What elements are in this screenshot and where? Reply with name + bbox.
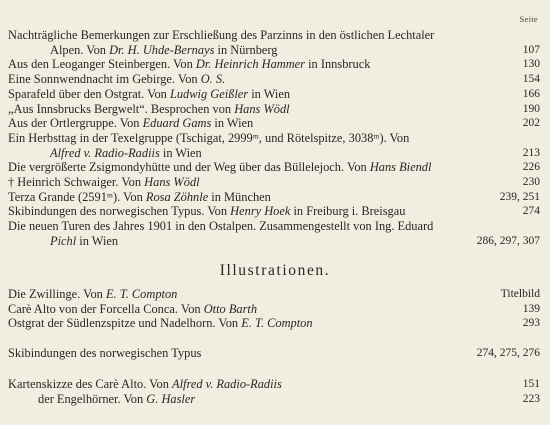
entry-page: Titelbild [500, 288, 540, 300]
entry-page: 274, 275, 276 [476, 347, 540, 359]
entry-page: 239, 251 [499, 190, 540, 203]
entry-author-line: Alfred v. Radio-Radiis in Wien [50, 145, 202, 160]
entry-page: 139 [522, 302, 540, 315]
entry-author: Henry Hoek [230, 204, 291, 219]
ditto-mark [8, 392, 38, 407]
illustrations-heading: Illustrationen. [219, 262, 331, 279]
entry-author: E. T. Compton [241, 316, 313, 331]
illustrations-list-3 [8, 377, 540, 406]
entry-author: Hans Wödl [234, 101, 290, 116]
entry-page: 166 [522, 87, 540, 100]
illustration-entry: Skibindungen des norwegischen Typus 274, 275, 276 [8, 346, 540, 360]
illustration-entry: der Engelhörner. Von G. Hasler 223 [8, 392, 540, 407]
contents-entry: Skibindungen des norwegischen Typus. Von Henry Hoek in Freiburg i. Breisgau 274 [8, 204, 540, 219]
contents-entry: Eine Sonnwendnacht im Gebirge. Von O. S. 154 [8, 72, 540, 87]
contents-entry: Die vergrößerte Zsigmondyhütte und der Weg über das Büllelejoch. Von Hans Biendl 226 [8, 160, 540, 175]
entry-author: Dr. H. Uhde-Bernays [109, 42, 215, 57]
entry-page: 230 [522, 176, 540, 189]
entry-author: Ludwig Geißler [169, 86, 249, 101]
entry-author: G. Hasler [146, 391, 196, 406]
entry-page: 130 [522, 58, 540, 71]
illustration-entry: Kartenskizze des Carè Alto. Von Alfred v. Radio-Radiis 151 [8, 377, 540, 391]
entry-author: Hans Biendl [369, 160, 432, 175]
entry-author: Pichl [50, 233, 77, 248]
entry-page: 226 [522, 161, 540, 174]
illustration-entry: Ostgrat der Südlenzspitze und Nadelhorn. Von E. T. Compton 293 [8, 316, 540, 331]
entry-author: Alfred v. Radio-Radiis [172, 377, 282, 391]
entry-author: E. T. Compton [105, 287, 178, 301]
entry-author: Dr. Heinrich Hammer [195, 57, 306, 72]
entry-page: 151 [522, 378, 540, 390]
entry-page: 293 [522, 317, 540, 330]
contents-entry: † Heinrich Schwaiger. Von Hans Wödl 230 [8, 175, 540, 190]
entry-title-line: Ein Herbsttag in der Texelgruppe (Tschigat, 2999ᵐ, und Rötelspitze, 3038ᵐ). Von [8, 130, 410, 145]
entry-author: Alfred v. Radio-Radiis [50, 145, 160, 160]
contents-entry: Sparafeld über den Ostgrat. Von Ludwig Geißler in Wien 166 [8, 86, 540, 101]
entry-title-line: Nachträgliche Bemerkungen zur Erschließung des Parzinns in den östlichen Lechtaler [8, 28, 435, 42]
illustration-entry: Die Zwillinge. Von E. T. Compton Titelbild [8, 287, 540, 301]
contents-entry: Terza Grande (2591ᵐ). Von Rosa Zöhnle in München 239, 251 [8, 189, 540, 204]
page-column-header: Seite [519, 14, 538, 24]
entry-title-line: Die neuen Turen des Jahres 1901 in den Ostalpen. Zusammengestellt von Ing. Eduard [8, 219, 434, 234]
contents-entry: Aus den Leoganger Steinbergen. Von Dr. Heinrich Hammer in Innsbruck 130 [8, 57, 540, 72]
entry-page: 213 [522, 146, 540, 159]
contents-list [8, 28, 540, 249]
illustration-entry: Carè Alto von der Forcella Conca. Von Otto Barth 139 [8, 301, 540, 316]
entry-page: 154 [522, 73, 540, 86]
entry-author: Otto Barth [203, 301, 258, 316]
illustrations-list-2 [8, 346, 540, 361]
illustrations-list [8, 287, 540, 331]
entry-page: 274 [522, 205, 540, 218]
entry-page: 190 [522, 102, 540, 115]
contents-entry [8, 219, 540, 248]
entry-page: 286, 297, 307 [476, 234, 540, 247]
contents-entry [8, 131, 540, 160]
entry-page: 107 [522, 43, 540, 56]
entry-page: 223 [522, 392, 540, 405]
contents-entry: Aus der Ortlergruppe. Von Eduard Gams in Wien 202 [8, 116, 540, 131]
entry-author: O. S. [200, 72, 226, 87]
contents-entry: „Aus Innsbrucks Bergwelt“. Besprochen von Hans Wödl 190 [8, 101, 540, 116]
entry-page: 202 [522, 117, 540, 130]
entry-author-line: Pichl in Wien [50, 233, 119, 248]
entry-author: Eduard Gams [142, 116, 212, 131]
contents-entry [8, 28, 540, 57]
entry-author: Rosa Zöhnle [145, 189, 209, 204]
entry-author: Hans Wödl [144, 175, 200, 190]
entry-author-line: Alpen. Von Dr. H. Uhde-Bernays in Nürnberg [50, 42, 278, 57]
